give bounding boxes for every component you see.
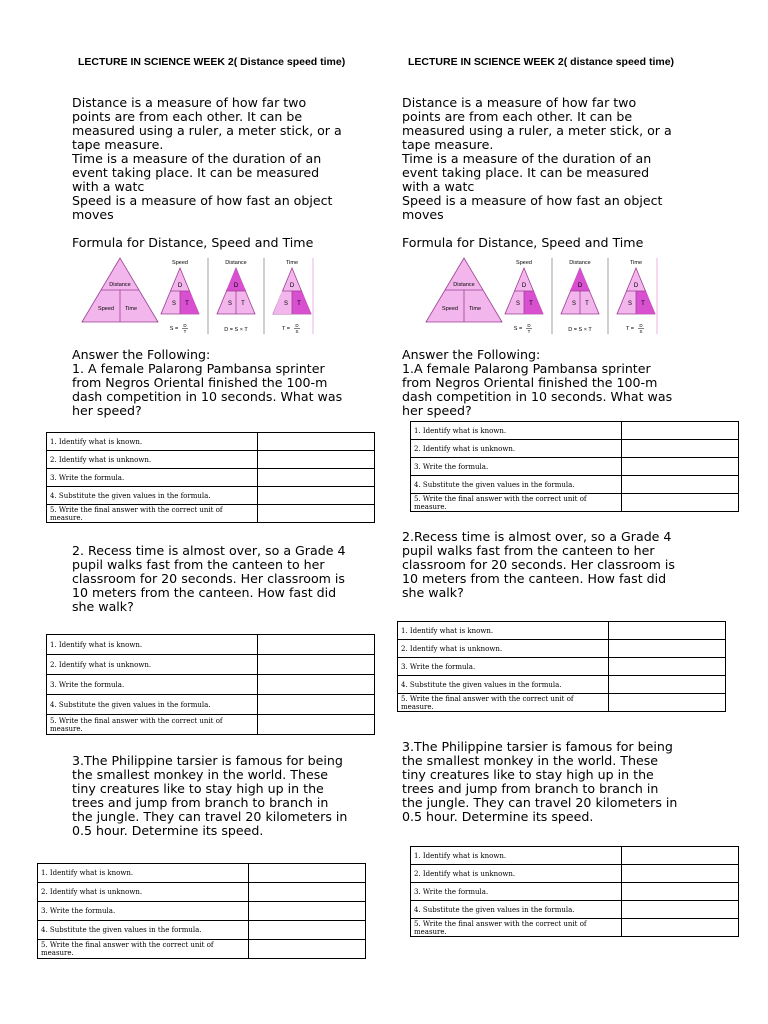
svg-text:T: T (527, 329, 531, 334)
step-1: 1. Identify what is known. (411, 847, 622, 865)
answer-cell[interactable] (622, 901, 739, 919)
step-2: 2. Identify what is unknown. (47, 655, 258, 675)
step-4: 4. Substitute the given values in the formula. (38, 921, 249, 940)
answer-cell[interactable] (249, 883, 366, 902)
svg-text:Speed: Speed (442, 306, 458, 312)
svg-text:S =: S = (513, 326, 523, 332)
svg-text:T =: T = (281, 326, 291, 332)
intro-text-left: Distance is a measure of how far two points are from each other. It can be measured using a ruler, a meter stick, or a tape measure. Time is a measure of the duration of an event taking place. It can be measured with a watc Speed is a measure of how fast an object moves (72, 95, 342, 222)
answer-cell[interactable] (622, 458, 739, 476)
svg-text:T: T (297, 301, 301, 307)
step-3: 3. Write the formula. (398, 658, 609, 676)
answer-cell[interactable] (249, 902, 366, 921)
step-3: 3. Write the formula. (47, 469, 258, 487)
step-1: 1. Identify what is known. (411, 422, 622, 440)
answer-cell[interactable] (258, 451, 375, 469)
svg-text:Speed: Speed (516, 260, 532, 266)
svg-text:D: D (577, 283, 583, 289)
svg-text:D = S × T: D = S × T (224, 327, 248, 333)
formula-heading-right: Formula for Distance, Speed and Time (402, 235, 644, 250)
svg-text:T: T (585, 301, 589, 307)
answer-cell[interactable] (609, 694, 726, 712)
svg-text:D: D (295, 323, 299, 328)
step-4: 4. Substitute the given values in the formula. (411, 476, 622, 494)
page-title-left: LECTURE IN SCIENCE WEEK 2( Distance speed time) (78, 56, 346, 68)
formula-triangle-figure-left (80, 254, 320, 340)
svg-text:S: S (639, 329, 643, 334)
svg-text:T =: T = (625, 326, 635, 332)
svg-text:S: S (571, 301, 577, 307)
svg-text:S: S (283, 301, 289, 307)
answer-cell[interactable] (609, 640, 726, 658)
answer-cell[interactable] (249, 940, 366, 959)
answer-cell[interactable] (622, 865, 739, 883)
question-1-right: Answer the Following: 1.A female Palarong Pambansa sprinter from Negros Oriental finished the 100-m dash competition in 10 seconds. What was her speed? (402, 347, 673, 418)
steps-table-q2-left (46, 634, 375, 735)
answer-cell[interactable] (258, 469, 375, 487)
svg-text:S: S (171, 301, 177, 307)
step-3: 3. Write the formula. (38, 902, 249, 921)
answer-cell[interactable] (609, 658, 726, 676)
svg-text:T: T (241, 301, 245, 307)
question-2-right: 2.Recess time is almost over, so a Grade 4 pupil walks fast from the canteen to her classroom for 20 seconds. Her classroom is 10 meters from the canteen. How fast did she walk? (402, 529, 675, 600)
answer-cell[interactable] (258, 655, 375, 675)
question-3-right: 3.The Philippine tarsier is famous for being the smallest monkey in the world. These tiny creatures like to stay high up in the trees and jump from branch to branch in the jungle. They can travel 20 kilometers in 0.5 hour. Determine its speed. (402, 739, 678, 824)
step-2: 2. Identify what is unknown. (47, 451, 258, 469)
svg-text:S: S (627, 301, 633, 307)
svg-text:D = S × T: D = S × T (568, 327, 592, 333)
step-1: 1. Identify what is known. (47, 635, 258, 655)
answer-cell[interactable] (258, 433, 375, 451)
right-column (384, 0, 768, 1024)
answer-cell[interactable] (249, 864, 366, 883)
step-2: 2. Identify what is unknown. (411, 440, 622, 458)
step-3: 3. Write the formula. (411, 458, 622, 476)
svg-text:T: T (183, 329, 187, 334)
answer-cell[interactable] (609, 676, 726, 694)
answer-cell[interactable] (258, 675, 375, 695)
step-4: 4. Substitute the given values in the formula. (47, 695, 258, 715)
svg-text:T: T (529, 301, 533, 307)
steps-table-q2-right (397, 621, 726, 712)
steps-table-q1-left (46, 432, 375, 523)
intro-text-right: Distance is a measure of how far two points are from each other. It can be measured using a ruler, a meter stick, or a tape measure. Time is a measure of the duration of an event taking place. It can be measured with a watc Speed is a measure of how fast an object moves (402, 95, 672, 222)
svg-text:D: D (521, 283, 527, 289)
step-5: 5. Write the final answer with the correct unit of measure. (38, 940, 249, 959)
answer-cell[interactable] (622, 422, 739, 440)
step-1: 1. Identify what is known. (47, 433, 258, 451)
answer-cell[interactable] (258, 487, 375, 505)
answer-cell[interactable] (622, 847, 739, 865)
question-3-left: 3.The Philippine tarsier is famous for being the smallest monkey in the world. These tiny creatures like to stay high up in the trees and jump from branch to branch in the jungle. They can travel 20 kilometers in 0.5 hour. Determine its speed. (72, 753, 348, 838)
answer-cell[interactable] (258, 715, 375, 735)
answer-cell[interactable] (622, 919, 739, 937)
answer-cell[interactable] (249, 921, 366, 940)
steps-table-q3-left (37, 863, 366, 959)
svg-text:S: S (227, 301, 233, 307)
answer-cell[interactable] (622, 494, 739, 512)
svg-text:Time: Time (629, 260, 643, 266)
svg-text:Distance: Distance (569, 260, 591, 266)
page-title-right: LECTURE IN SCIENCE WEEK 2( distance speed time) (408, 56, 675, 68)
step-5: 5. Write the final answer with the correct unit of measure. (47, 715, 258, 735)
step-5: 5. Write the final answer with the correct unit of measure. (411, 494, 622, 512)
step-5: 5. Write the final answer with the correct unit of measure. (398, 694, 609, 712)
time-triangle-label: Time (285, 260, 299, 266)
answer-cell[interactable] (258, 635, 375, 655)
step-4: 4. Substitute the given values in the formula. (411, 901, 622, 919)
step-2: 2. Identify what is unknown. (38, 883, 249, 902)
step-3: 3. Write the formula. (411, 883, 622, 901)
step-5: 5. Write the final answer with the correct unit of measure. (411, 919, 622, 937)
formula-heading-left: Formula for Distance, Speed and Time (72, 235, 314, 250)
svg-text:D: D (289, 283, 295, 289)
svg-text:D: D (177, 283, 183, 289)
svg-text:S =: S = (169, 326, 179, 332)
step-2: 2. Identify what is unknown. (398, 640, 609, 658)
svg-text:D: D (233, 283, 239, 289)
big-triangle-time-label: Time (124, 306, 138, 312)
step-4: 4. Substitute the given values in the formula. (398, 676, 609, 694)
svg-text:D: D (639, 323, 643, 328)
svg-text:S: S (515, 301, 521, 307)
big-triangle-speed-label: Speed (98, 306, 114, 312)
step-5: 5. Write the final answer with the correct unit of measure. (47, 505, 258, 523)
answer-cell[interactable] (609, 622, 726, 640)
answer-cell[interactable] (258, 695, 375, 715)
answer-cell[interactable] (258, 505, 375, 523)
answer-cell[interactable] (622, 476, 739, 494)
svg-text:D: D (183, 323, 187, 328)
svg-text:D: D (633, 283, 639, 289)
svg-text:Time: Time (468, 306, 482, 312)
svg-text:T: T (641, 301, 645, 307)
svg-text:D: D (527, 323, 531, 328)
formula-triangle-figure-right (424, 254, 664, 340)
big-triangle-distance-label: Distance (109, 282, 131, 288)
step-3: 3. Write the formula. (47, 675, 258, 695)
step-2: 2. Identify what is unknown. (411, 865, 622, 883)
speed-triangle-label: Speed (172, 260, 188, 266)
question-2-left: 2. Recess time is almost over, so a Grade 4 pupil walks fast from the canteen to her classroom for 20 seconds. Her classroom is 10 meters from the canteen. How fast did she walk? (72, 543, 346, 614)
question-1-left: Answer the Following: 1. A female Palarong Pambansa sprinter from Negros Oriental finished the 100-m dash competition in 10 seconds. What was her speed? (72, 347, 343, 418)
distance-triangle-label: Distance (225, 260, 247, 266)
answer-cell[interactable] (622, 440, 739, 458)
svg-text:T: T (185, 301, 189, 307)
step-1: 1. Identify what is known. (38, 864, 249, 883)
steps-table-q1-right (410, 421, 739, 512)
svg-text:Distance: Distance (453, 282, 475, 288)
steps-table-q3-right (410, 846, 739, 937)
answer-cell[interactable] (622, 883, 739, 901)
svg-text:S: S (295, 329, 299, 334)
step-4: 4. Substitute the given values in the formula. (47, 487, 258, 505)
step-1: 1. Identify what is known. (398, 622, 609, 640)
